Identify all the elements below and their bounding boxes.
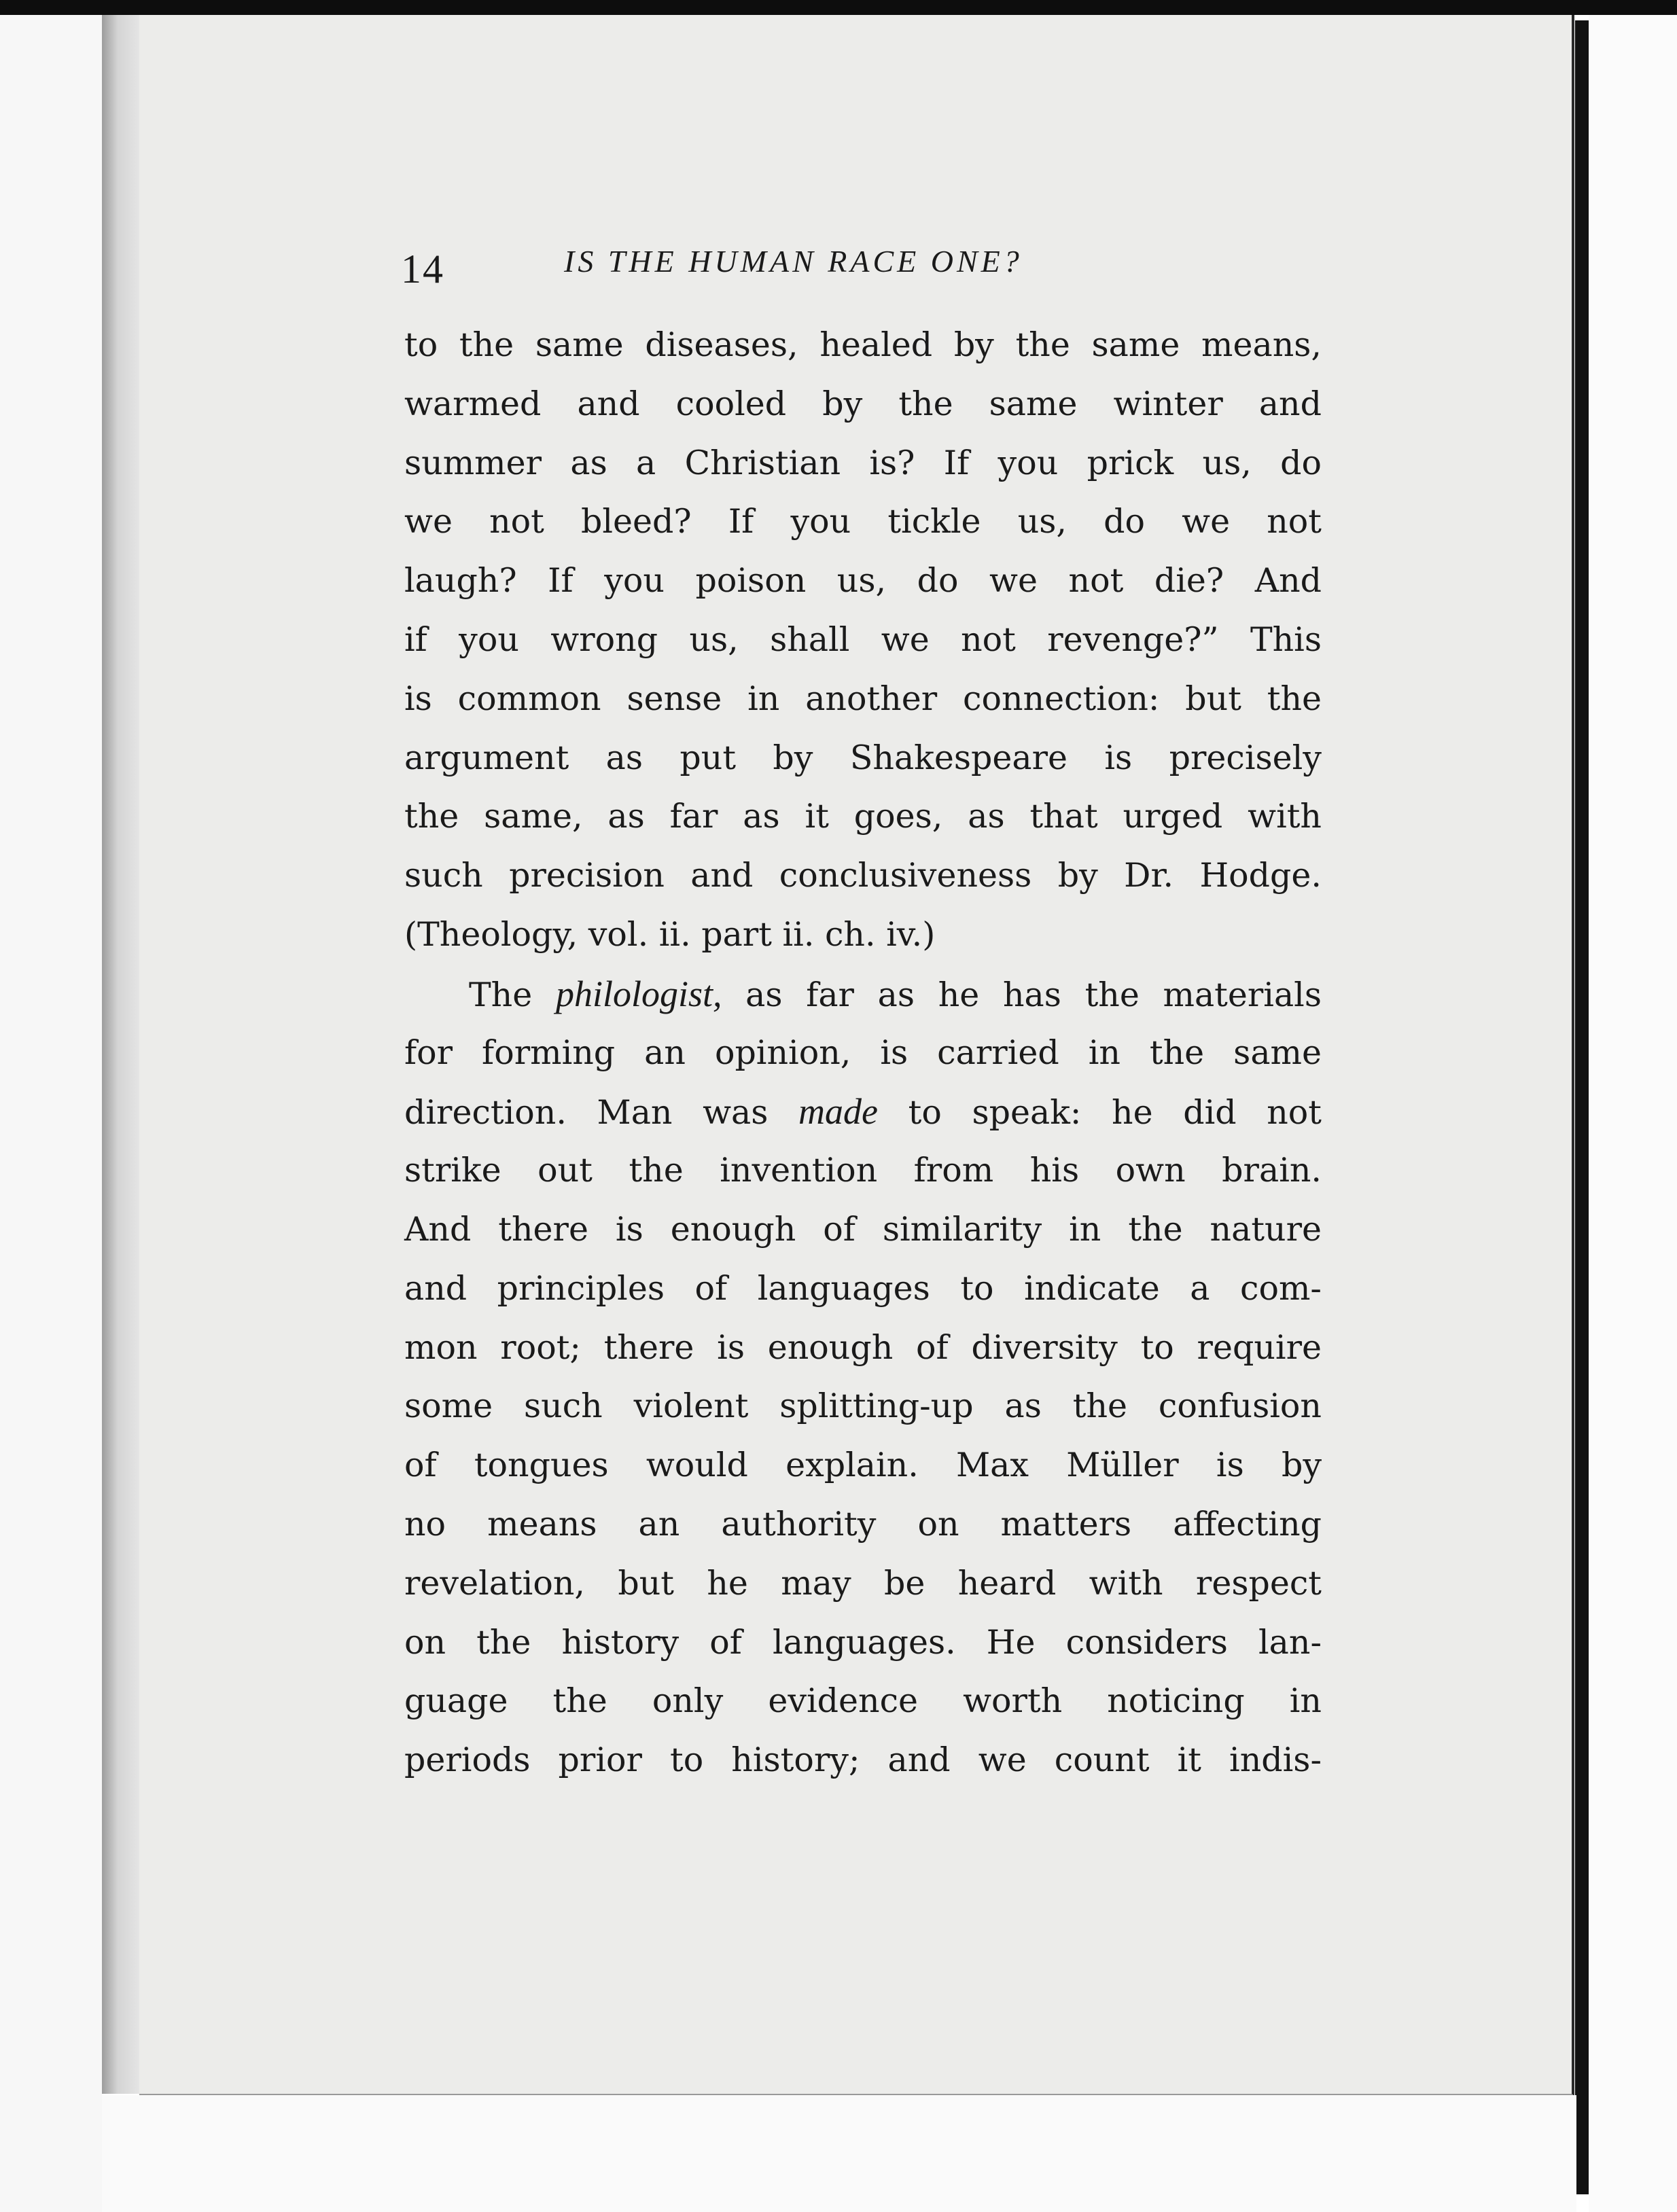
text-line <box>404 611 1322 670</box>
right-scan-margin <box>1589 15 1677 2212</box>
bottom-scan-margin <box>102 2095 1576 2212</box>
text-segment: we not bleed? If you tickle us, do we not <box>404 502 1322 541</box>
text-line <box>404 1024 1322 1083</box>
text-line <box>404 552 1322 611</box>
running-head <box>401 239 1318 300</box>
page-number: 14 <box>401 247 444 291</box>
text-segment: on the history of languages. He considers lan- <box>404 1622 1322 1662</box>
text-line <box>404 1554 1322 1613</box>
text-segment: if you wrong us, shall we not revenge?” This <box>404 620 1322 659</box>
text-segment: periods prior to history; and we count it indis- <box>404 1741 1322 1780</box>
text-segment: laugh? If you poison us, do we not die? And <box>404 561 1322 601</box>
text-line <box>404 1141 1322 1200</box>
text-segment: direction. Man was <box>404 1093 799 1132</box>
italic-text: philologist, <box>555 973 722 1014</box>
text-line <box>404 1260 1322 1319</box>
text-segment: such precision and conclusiveness by Dr. Hodge. <box>404 856 1322 895</box>
text-line <box>404 316 1322 375</box>
text-line <box>404 1613 1322 1673</box>
text-segment: for forming an opinion, is carried in the same <box>404 1033 1322 1072</box>
text-line <box>404 1436 1322 1495</box>
text-line <box>404 729 1322 788</box>
text-segment: revelation, but he may be heard with respect <box>404 1563 1322 1603</box>
text-line <box>404 1319 1322 1378</box>
text-segment: And there is enough of similarity in the nature <box>404 1209 1322 1249</box>
text-segment: warmed and cooled by the same winter and <box>404 384 1322 423</box>
text-line <box>404 787 1322 846</box>
left-scan-edge <box>0 0 102 2212</box>
running-title: IS THE HUMAN RACE ONE? <box>564 244 1023 279</box>
text-segment: The <box>469 975 556 1014</box>
text-segment: argument as put by Shakespeare is precisely <box>404 738 1322 777</box>
text-line <box>404 670 1322 729</box>
text-line <box>404 906 1322 965</box>
body-text <box>404 316 1322 1790</box>
text-line <box>404 493 1322 552</box>
text-segment: no means an authority on matters affecting <box>404 1504 1322 1544</box>
text-segment: guage the only evidence worth noticing in <box>404 1681 1322 1721</box>
text-line <box>404 434 1322 493</box>
text-segment: to the same diseases, healed by the same means, <box>404 325 1322 364</box>
text-line <box>404 1200 1322 1260</box>
text-segment: the same, as far as it goes, as that urged with <box>404 797 1322 836</box>
text-line <box>404 1731 1322 1790</box>
top-scan-edge <box>0 0 1677 15</box>
text-segment: some such violent splitting-up as the confusion <box>404 1387 1322 1426</box>
italic-text: made <box>798 1091 879 1132</box>
text-segment: mon root; there is enough of diversity to require <box>404 1327 1322 1367</box>
text-segment: to speak: he did not <box>878 1093 1322 1132</box>
text-segment: and principles of languages to indicate a com- <box>404 1268 1322 1308</box>
text-line <box>404 965 1322 1024</box>
text-segment: as far as he has the materials <box>722 975 1322 1014</box>
text-line <box>404 846 1322 906</box>
text-segment: strike out the invention from his own brain. <box>404 1151 1322 1190</box>
text-segment: is common sense in another connection: but the <box>404 679 1322 718</box>
text-line <box>404 1672 1322 1731</box>
text-segment: (Theology, vol. ii. part ii. ch. iv.) <box>404 914 936 954</box>
text-segment: of tongues would explain. Max Müller is by <box>404 1446 1322 1485</box>
text-line <box>404 1495 1322 1554</box>
stacked-page-edges <box>102 15 141 2094</box>
text-line <box>404 375 1322 434</box>
text-line <box>404 1377 1322 1436</box>
right-binding-shadow <box>1575 20 1589 2194</box>
text-segment: summer as a Christian is? If you prick us, do <box>404 443 1322 482</box>
text-line <box>404 1082 1322 1141</box>
